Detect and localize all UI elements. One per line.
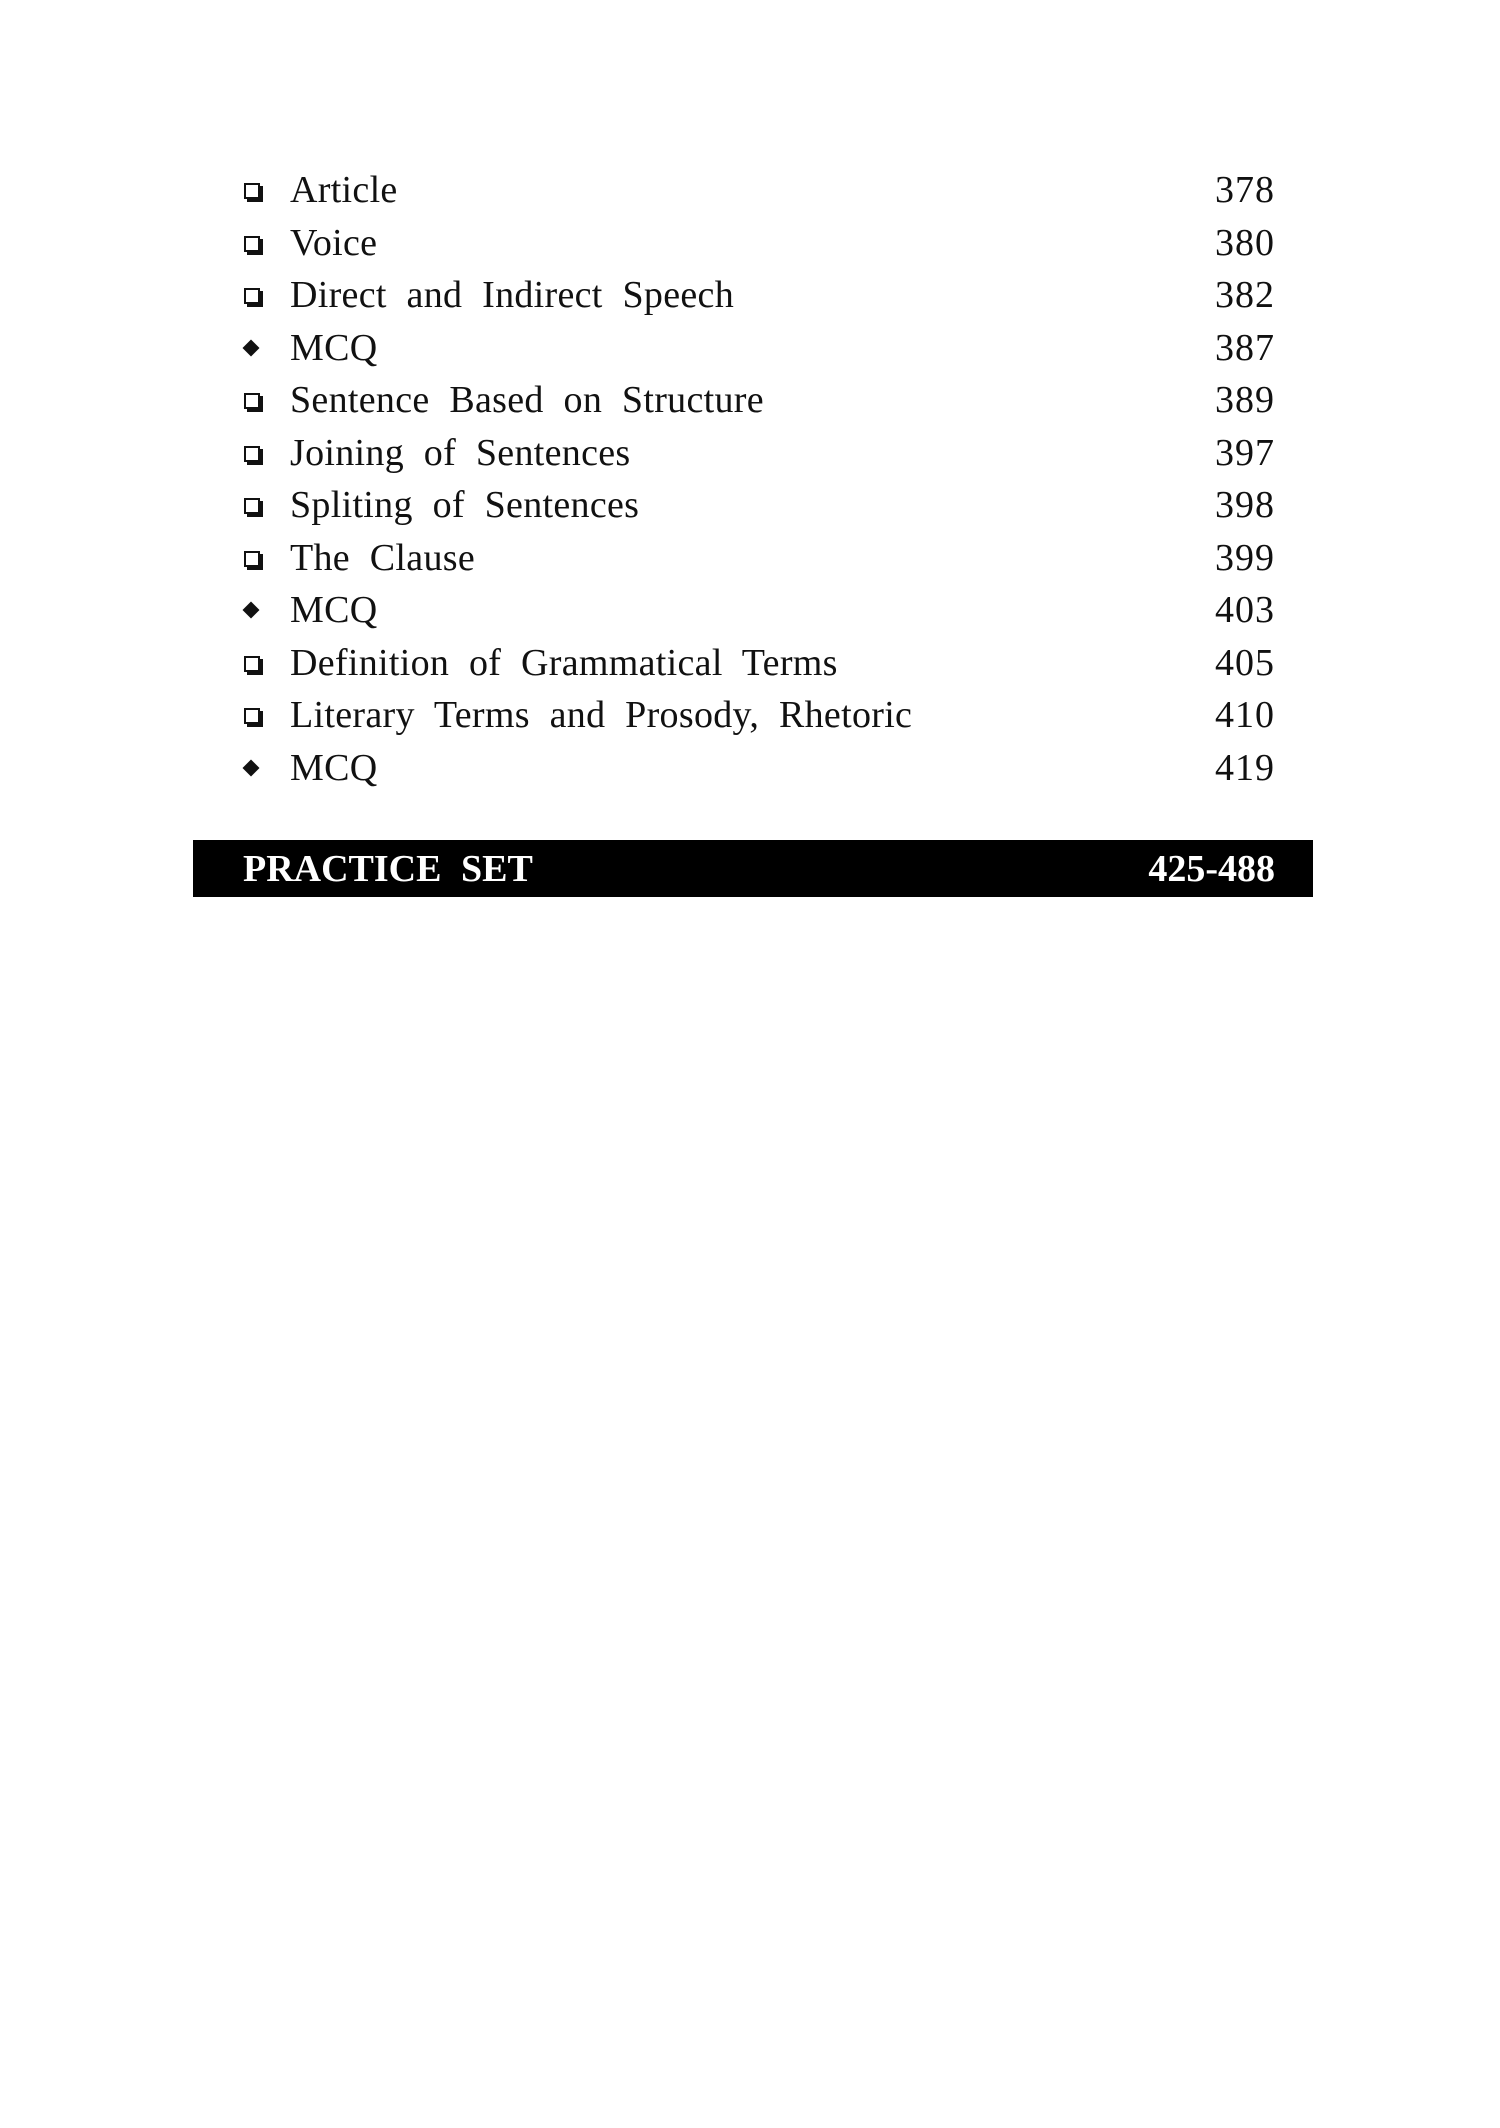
- toc-item-label: MCQ: [290, 326, 378, 369]
- diamond-bullet-icon: [240, 604, 290, 616]
- toc-row[interactable]: [240, 427, 1275, 480]
- toc-row[interactable]: [240, 164, 1275, 217]
- toc-row[interactable]: [240, 269, 1275, 322]
- toc-item-page: 380: [1215, 221, 1275, 264]
- toc-item-page: 405: [1215, 641, 1275, 684]
- practice-set-pages: 425-488: [1148, 847, 1275, 890]
- toc-item-label: MCQ: [290, 589, 378, 632]
- toc-item-page: 397: [1215, 431, 1275, 474]
- table-of-contents: [240, 164, 1275, 794]
- toc-item-label: Sentence Based on Structure: [290, 379, 764, 422]
- toc-row[interactable]: [240, 689, 1275, 742]
- toc-item-label: Spliting of Sentences: [290, 484, 640, 527]
- diamond-bullet-icon: [240, 762, 290, 774]
- toc-item-label: Article: [290, 169, 398, 212]
- toc-row[interactable]: [240, 742, 1275, 795]
- toc-row[interactable]: [240, 532, 1275, 585]
- box-bullet-icon: [240, 391, 290, 409]
- toc-row[interactable]: [240, 637, 1275, 690]
- box-bullet-icon: [240, 654, 290, 672]
- toc-row[interactable]: [240, 374, 1275, 427]
- toc-item-page: 410: [1215, 694, 1275, 737]
- toc-item-label: Voice: [290, 221, 378, 264]
- toc-item-page: 419: [1215, 746, 1275, 789]
- box-bullet-icon: [240, 444, 290, 462]
- box-bullet-icon: [240, 234, 290, 252]
- box-bullet-icon: [240, 549, 290, 567]
- toc-item-label: Definition of Grammatical Terms: [290, 641, 838, 684]
- toc-item-page: 389: [1215, 379, 1275, 422]
- practice-set-label: PRACTICE SET: [243, 847, 533, 890]
- toc-item-label: MCQ: [290, 746, 378, 789]
- toc-row[interactable]: [240, 584, 1275, 637]
- toc-row[interactable]: [240, 479, 1275, 532]
- toc-row[interactable]: [240, 322, 1275, 375]
- box-bullet-icon: [240, 181, 290, 199]
- toc-item-label: The Clause: [290, 536, 476, 579]
- toc-item-page: 403: [1215, 589, 1275, 632]
- toc-item-page: 382: [1215, 274, 1275, 317]
- box-bullet-icon: [240, 496, 290, 514]
- box-bullet-icon: [240, 286, 290, 304]
- box-bullet-icon: [240, 706, 290, 724]
- toc-item-page: 378: [1215, 169, 1275, 212]
- toc-item-page: 387: [1215, 326, 1275, 369]
- toc-item-label: Direct and Indirect Speech: [290, 274, 734, 317]
- diamond-bullet-icon: [240, 342, 290, 354]
- practice-set-bar[interactable]: [193, 840, 1313, 897]
- toc-row[interactable]: [240, 217, 1275, 270]
- toc-item-page: 399: [1215, 536, 1275, 579]
- toc-item-label: Joining of Sentences: [290, 431, 631, 474]
- toc-item-page: 398: [1215, 484, 1275, 527]
- toc-item-label: Literary Terms and Prosody, Rhetoric: [290, 694, 913, 737]
